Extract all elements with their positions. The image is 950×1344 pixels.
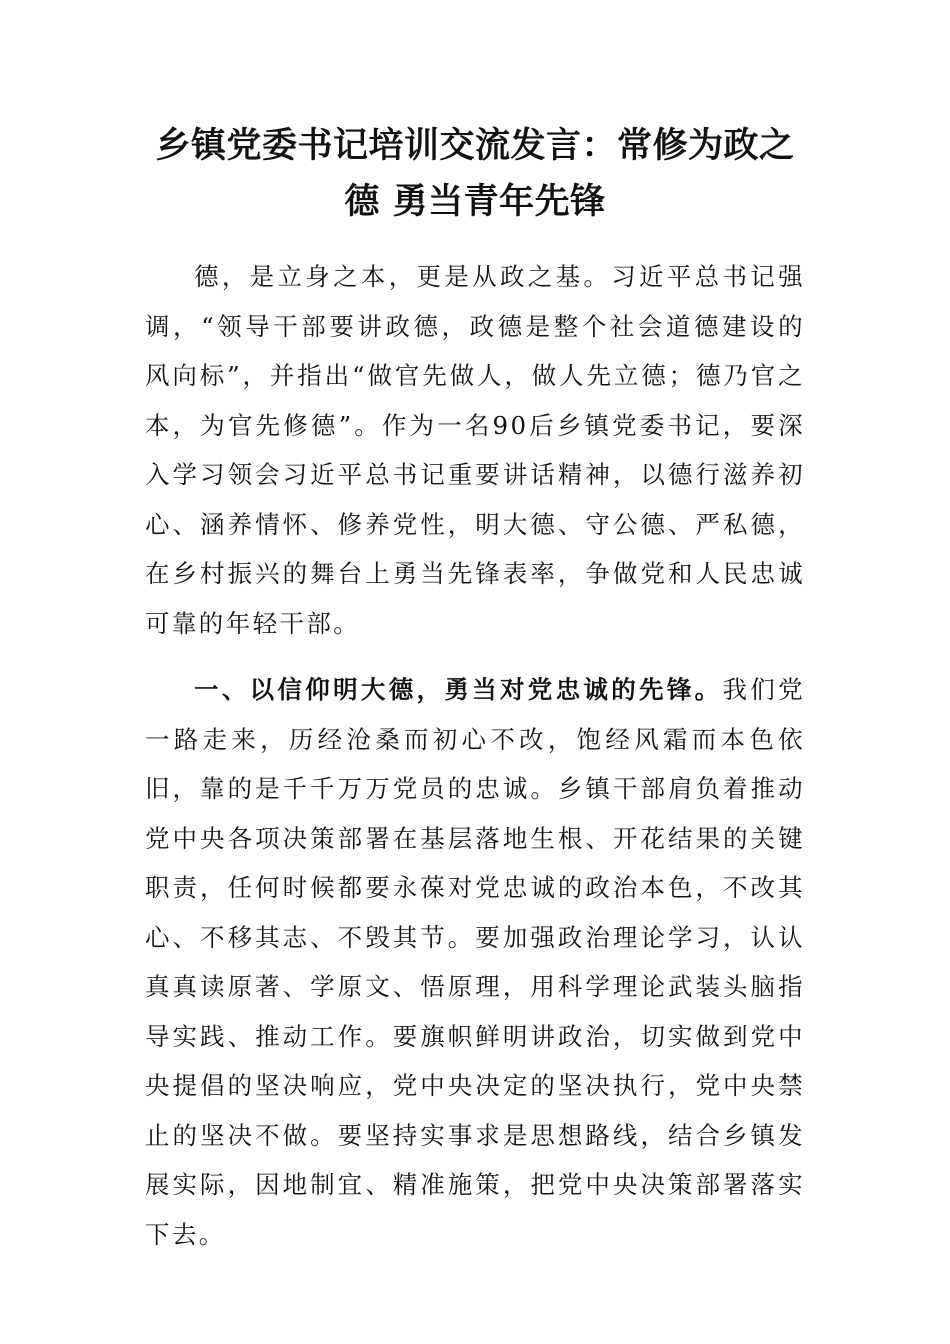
document-title: 乡镇党委书记培训交流发言：常修为政之德 勇当青年先锋: [155, 125, 795, 222]
section-one-heading: 一、以信仰明大德，勇当对党忠诚的先锋。: [194, 675, 723, 704]
paragraph-intro-text: 德，是立身之本，更是从政之基。习近平总书记强调，“领导干部要讲政德，政德是整个社会道德建设的风向标”，并指出“做官先做人，做人先立德；德乃官之本，为官先修德”。作为一名90后乡镇党委书记，要深入学习领会习近平总书记重要讲话精神，以德行滋养初心、涵养情怀、修养党性，明大德、守公德、严私德，在乡村振兴的舞台上勇当先锋表率，争做党和人民忠诚可靠的年轻干部。: [145, 262, 805, 638]
section-one-text: 我们党一路走来，历经沧桑而初心不改，饱经风霜而本色依旧，靠的是千千万万党员的忠诚。乡镇干部肩负着推动党中央各项决策部署在基层落地生根、开花结果的关键职责，任何时候都要永葆对党忠诚的政治本色，不改其心、不移其志、不毁其节。要加强政治理论学习，认认真真读原著、学原文、悟原理，用科学理论武装头脑指导实践、推动工作。要旗帜鲜明讲政治，切实做到党中央提倡的坚决响应，党中央决定的坚决执行，党中央禁止的坚决不做。要坚持实事求是思想路线，结合乡镇发展实际，因地制宜、精准施策，把党中央决策部署落实下去。: [145, 675, 805, 1249]
paragraph-intro: [145, 252, 805, 648]
document-page: [145, 118, 805, 1259]
paragraph-section-one: [145, 665, 805, 1259]
